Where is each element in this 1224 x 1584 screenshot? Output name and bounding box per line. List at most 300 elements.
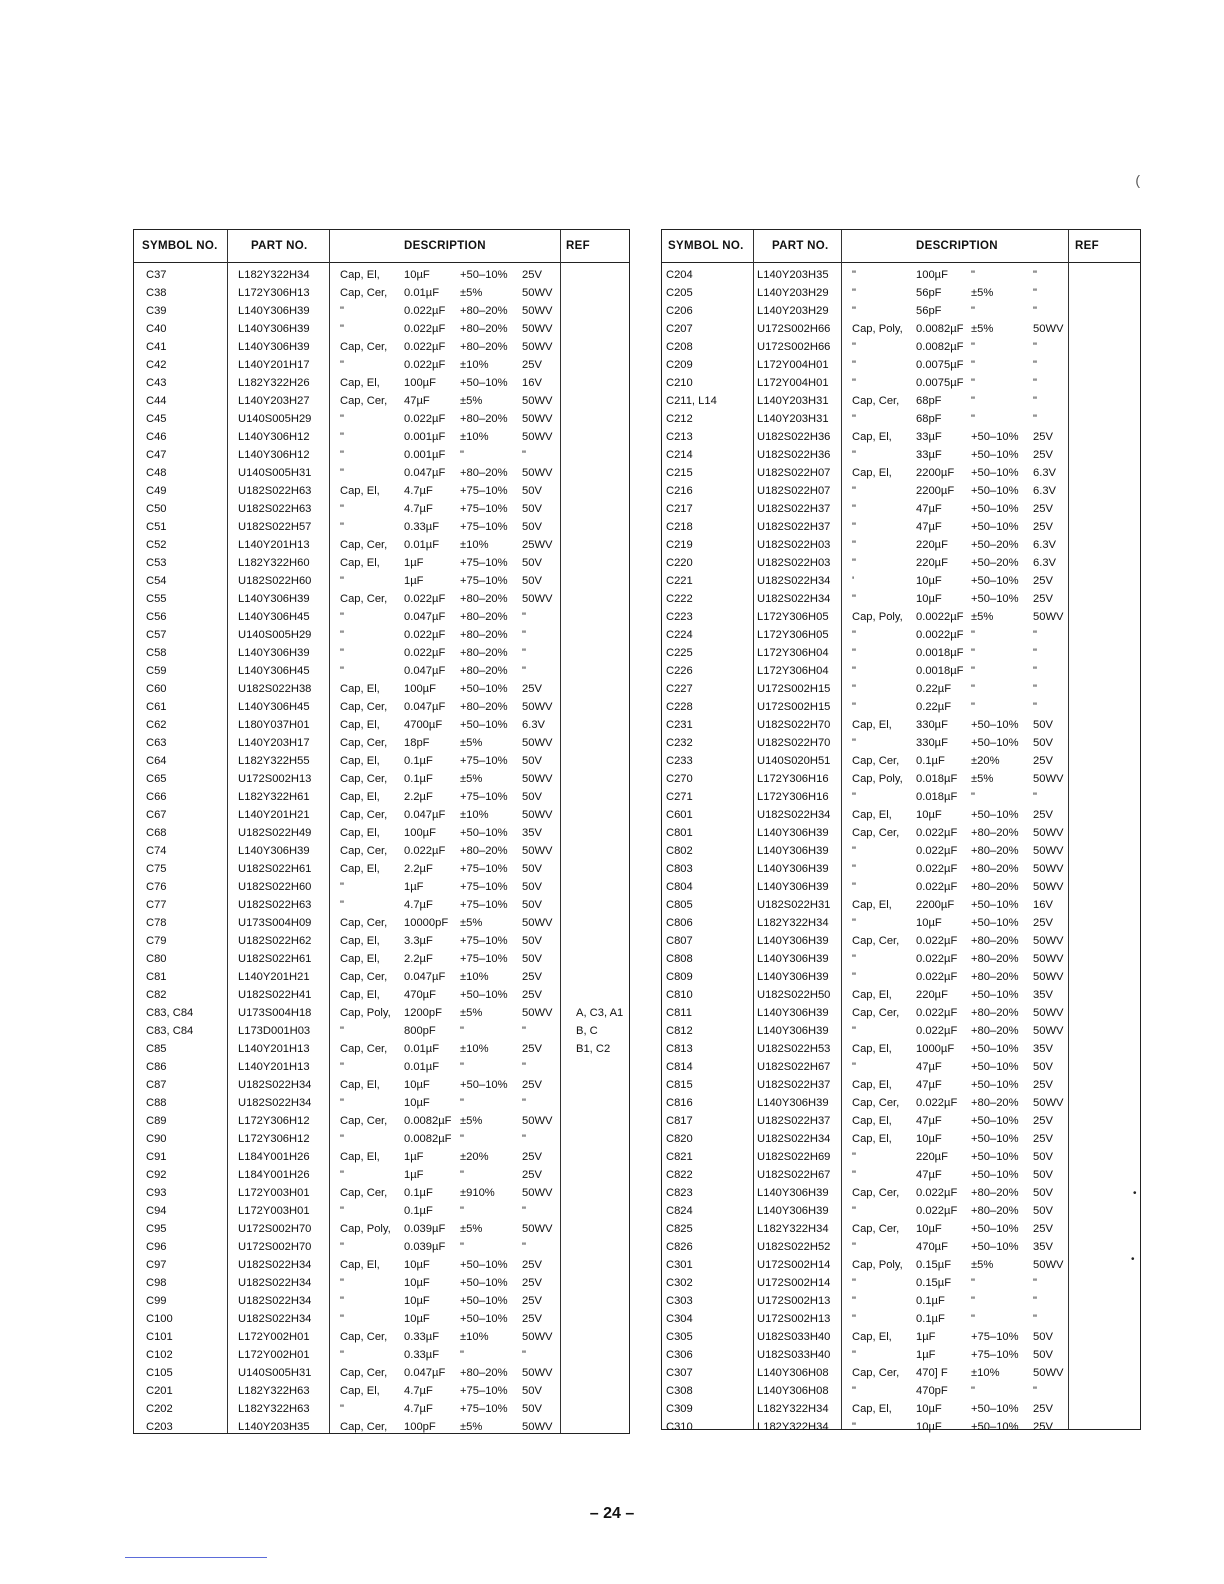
cell-tol: +80–20% — [460, 665, 508, 677]
cell-tol: +80–20% — [971, 1025, 1019, 1037]
cell-sym: C55 — [146, 593, 167, 605]
cell-tol: +50–10% — [460, 989, 508, 1001]
cell-type: " — [340, 1241, 344, 1253]
cell-val: 0.018µF — [916, 791, 958, 803]
cell-sym: C309 — [666, 1403, 693, 1415]
table-row — [134, 464, 629, 482]
cell-sym: C820 — [666, 1133, 693, 1145]
cell-volt: " — [1033, 629, 1037, 641]
cell-tol: +80–20% — [460, 701, 508, 713]
cell-type: Cap, El, — [852, 719, 892, 731]
cell-val: 0.022µF — [404, 413, 446, 425]
cell-part: U182S022H60 — [238, 881, 312, 893]
cell-type: Cap, El, — [340, 755, 380, 767]
cell-sym: C817 — [666, 1115, 693, 1127]
cell-volt: 25V — [1033, 431, 1053, 443]
cell-val: 18pF — [404, 737, 430, 749]
cell-part: U182S022H63 — [238, 503, 312, 515]
cell-tol: +75–10% — [971, 1331, 1019, 1343]
cell-tol: +80–20% — [460, 413, 508, 425]
cell-sym: C60 — [146, 683, 167, 695]
table-row — [134, 986, 629, 1004]
cell-volt: " — [1033, 1277, 1037, 1289]
cell-tol: " — [971, 413, 975, 425]
table-row — [134, 1004, 629, 1022]
cell-tol: +75–10% — [460, 1403, 508, 1415]
cell-part: L182Y322H34 — [238, 269, 310, 281]
cell-tol: " — [460, 1097, 464, 1109]
cell-sym: C601 — [666, 809, 693, 821]
cell-sym: C211, L14 — [666, 395, 717, 407]
cell-type: Cap, Cer, — [340, 1115, 388, 1127]
cell-volt: 50V — [1033, 719, 1053, 731]
cell-sym: C218 — [666, 521, 693, 533]
cell-val: 68pF — [916, 413, 942, 425]
cell-type: Cap, Cer, — [852, 1187, 900, 1199]
cell-tol: +50–10% — [971, 1169, 1019, 1181]
cell-type: Cap, El, — [340, 683, 380, 695]
cell-sym: C102 — [146, 1349, 173, 1361]
table-row — [134, 428, 629, 446]
cell-type: " — [852, 917, 856, 929]
cell-sym: C821 — [666, 1151, 693, 1163]
cell-val: 0.047µF — [404, 467, 446, 479]
cell-part: L140Y203H29 — [757, 287, 829, 299]
table-row — [662, 1220, 1140, 1238]
cell-val: 10µF — [404, 1259, 430, 1271]
cell-sym: C44 — [146, 395, 167, 407]
cell-volt: 6.3V — [1033, 539, 1057, 551]
cell-val: 10µF — [404, 269, 430, 281]
cell-type: " — [852, 503, 856, 515]
cell-volt: " — [1033, 359, 1037, 371]
table-row — [134, 788, 629, 806]
cell-tol: ±5% — [460, 287, 483, 299]
cell-tol: +80–20% — [460, 629, 508, 641]
cell-part: L140Y306H39 — [757, 863, 829, 875]
cell-part: L140Y306H39 — [757, 1205, 829, 1217]
cell-part: U182S022H36 — [757, 449, 831, 461]
cell-part: L172Y306H16 — [757, 773, 829, 785]
cell-tol: +50–10% — [971, 1061, 1019, 1073]
cell-val: 4700µF — [404, 719, 443, 731]
table-row — [134, 1202, 629, 1220]
table-row — [662, 968, 1140, 986]
cell-type: Cap, El, — [852, 1079, 892, 1091]
cell-val: 220µF — [916, 989, 948, 1001]
cell-volt: 50V — [1033, 1187, 1053, 1199]
cell-val: 0.1µF — [916, 1313, 945, 1325]
cell-volt: " — [522, 1205, 526, 1217]
cell-volt: 50WV — [522, 917, 553, 929]
cell-sym: C809 — [666, 971, 693, 983]
cell-tol: ±5% — [460, 737, 483, 749]
cell-part: L140Y201H21 — [238, 971, 310, 983]
table-row — [662, 770, 1140, 788]
cell-part: U182S022H67 — [757, 1061, 831, 1073]
header-symbol: SYMBOL NO. — [668, 240, 744, 252]
cell-part: L140Y306H39 — [238, 593, 310, 605]
cell-type: Cap, Cer, — [340, 1043, 388, 1055]
table-row — [134, 680, 629, 698]
cell-type: ' — [852, 575, 855, 587]
cell-val: 4.7µF — [404, 899, 433, 911]
cell-volt: 50WV — [522, 1367, 553, 1379]
cell-sym: C203 — [146, 1421, 173, 1433]
cell-val: 2200µF — [916, 485, 955, 497]
table-row — [662, 284, 1140, 302]
cell-val: 0.022µF — [404, 629, 446, 641]
cell-part: U140S005H29 — [238, 413, 312, 425]
table-row — [662, 1202, 1140, 1220]
cell-val: 10µF — [404, 1097, 430, 1109]
cell-val: 0.022µF — [404, 341, 446, 353]
cell-tol: " — [971, 341, 975, 353]
cell-part: U182S022H34 — [238, 1295, 312, 1307]
cell-tol: +80–20% — [460, 467, 508, 479]
cell-type: Cap, Cer, — [852, 1097, 900, 1109]
cell-part: L140Y203H17 — [238, 737, 310, 749]
cell-tol: ±5% — [971, 323, 994, 335]
cell-sym: C58 — [146, 647, 167, 659]
table-row — [662, 860, 1140, 878]
table-row — [662, 1274, 1140, 1292]
table-row — [134, 1274, 629, 1292]
cell-val: 1µF — [404, 557, 424, 569]
table-row — [134, 1238, 629, 1256]
cell-part: L182Y322H63 — [238, 1385, 310, 1397]
cell-volt: 35V — [522, 827, 542, 839]
cell-sym: C95 — [146, 1223, 167, 1235]
cell-volt: " — [1033, 647, 1037, 659]
cell-part: U182S022H31 — [757, 899, 831, 911]
cell-type: Cap, El, — [852, 989, 892, 1001]
cell-tol: +50–10% — [971, 899, 1019, 911]
cell-val: 10µF — [916, 917, 942, 929]
cell-sym: C814 — [666, 1061, 693, 1073]
cell-tol: " — [460, 449, 464, 461]
cell-type: " — [340, 521, 344, 533]
cell-volt: 50WV — [522, 287, 553, 299]
cell-tol: +50–10% — [460, 269, 508, 281]
cell-val: 0.1µF — [916, 1295, 945, 1307]
cell-type: " — [852, 1061, 856, 1073]
cell-volt: 50V — [1033, 1331, 1053, 1343]
cell-part: U182S022H37 — [757, 1115, 831, 1127]
cell-volt: 50WV — [1033, 611, 1064, 623]
cell-volt: 6.3V — [1033, 467, 1057, 479]
cell-part: L182Y322H34 — [757, 1403, 829, 1415]
cell-sym: C822 — [666, 1169, 693, 1181]
cell-volt: 25V — [1033, 1403, 1053, 1415]
cell-tol: +80–20% — [971, 863, 1019, 875]
cell-type: Cap, El, — [340, 557, 380, 569]
cell-sym: C91 — [146, 1151, 167, 1163]
cell-val: 0.0018µF — [916, 665, 964, 677]
cell-type: Cap, El, — [340, 1259, 380, 1271]
table-row — [662, 842, 1140, 860]
cell-tol: " — [971, 1385, 975, 1397]
cell-type: Cap, Cer, — [340, 1421, 388, 1433]
cell-tol: ±10% — [460, 431, 489, 443]
cell-type: " — [852, 305, 856, 317]
cell-tol: +50–10% — [460, 1259, 508, 1271]
cell-type: " — [852, 737, 856, 749]
table-row — [134, 734, 629, 752]
cell-val: 220µF — [916, 557, 948, 569]
cell-volt: 25V — [522, 1313, 542, 1325]
cell-sym: C225 — [666, 647, 693, 659]
cell-tol: +50–10% — [460, 827, 508, 839]
table-body — [134, 266, 629, 1436]
cell-part: U182S022H34 — [238, 1259, 312, 1271]
cell-tol: +50–10% — [971, 521, 1019, 533]
cell-val: 10µF — [916, 1421, 942, 1433]
cell-volt: 50WV — [522, 737, 553, 749]
table-row — [134, 1058, 629, 1076]
cell-val: 3.3µF — [404, 935, 433, 947]
cell-volt: 50WV — [522, 593, 553, 605]
cell-type: Cap, El, — [340, 827, 380, 839]
table-row — [662, 356, 1140, 374]
cell-part: U172S002H66 — [757, 323, 831, 335]
cell-tol: ±5% — [460, 1421, 483, 1433]
cell-sym: C85 — [146, 1043, 167, 1055]
cell-tol: ±5% — [460, 1223, 483, 1235]
cell-volt: " — [1033, 1385, 1037, 1397]
cell-sym: C816 — [666, 1097, 693, 1109]
table-row — [662, 788, 1140, 806]
cell-val: 1µF — [916, 1349, 936, 1361]
table-row — [134, 1094, 629, 1112]
cell-val: 0.022µF — [916, 1025, 958, 1037]
cell-volt: 50WV — [1033, 773, 1064, 785]
cell-part: L182Y322H60 — [238, 557, 310, 569]
cell-tol: +80–20% — [971, 1007, 1019, 1019]
cell-val: 0.0022µF — [916, 611, 964, 623]
cell-volt: 50V — [522, 935, 542, 947]
cell-tol: +50–10% — [460, 1277, 508, 1289]
cell-tol: +75–10% — [460, 791, 508, 803]
cell-volt: 25V — [522, 989, 542, 1001]
cell-sym: C105 — [146, 1367, 173, 1379]
cell-tol: +80–20% — [460, 341, 508, 353]
cell-tol: +50–10% — [971, 1115, 1019, 1127]
cell-sym: C310 — [666, 1421, 693, 1433]
cell-type: " — [852, 1295, 856, 1307]
cell-tol: +50–10% — [971, 1223, 1019, 1235]
cell-val: 2.2µF — [404, 791, 433, 803]
cell-part: U172S002H70 — [238, 1223, 312, 1235]
cell-val: 1µF — [916, 1331, 936, 1343]
cell-volt: 25V — [1033, 521, 1053, 533]
cell-val: 0.1µF — [404, 755, 433, 767]
cell-part: L172Y002H01 — [238, 1331, 310, 1343]
table-row — [662, 1292, 1140, 1310]
cell-part: U172S002H70 — [238, 1241, 312, 1253]
cell-tol: +50–10% — [460, 683, 508, 695]
cell-type: " — [852, 593, 856, 605]
cell-part: L172Y306H16 — [757, 791, 829, 803]
cell-part: L140Y306H45 — [238, 701, 310, 713]
cell-sym: C206 — [666, 305, 693, 317]
cell-tol: ±10% — [460, 359, 489, 371]
cell-val: 1µF — [404, 1169, 424, 1181]
cell-volt: " — [1033, 1313, 1037, 1325]
cell-type: " — [852, 269, 856, 281]
cell-sym: C270 — [666, 773, 693, 785]
cell-sym: C101 — [146, 1331, 173, 1343]
cell-sym: C826 — [666, 1241, 693, 1253]
cell-val: 0.022µF — [404, 359, 446, 371]
cell-volt: 25V — [522, 1169, 542, 1181]
cell-sym: C99 — [146, 1295, 167, 1307]
cell-part: L140Y203H35 — [757, 269, 829, 281]
cell-type: " — [852, 1151, 856, 1163]
cell-type: " — [340, 647, 344, 659]
cell-part: L140Y203H31 — [757, 395, 829, 407]
cell-tol: +80–20% — [971, 1187, 1019, 1199]
cell-sym: C308 — [666, 1385, 693, 1397]
cell-part: U182S022H61 — [238, 863, 312, 875]
cell-part: U182S022H07 — [757, 467, 831, 479]
cell-type: " — [852, 953, 856, 965]
cell-sym: C65 — [146, 773, 167, 785]
cell-val: 1200pF — [404, 1007, 442, 1019]
table-row — [134, 500, 629, 518]
table-row — [134, 1382, 629, 1400]
cell-type: Cap, Cer, — [340, 287, 388, 299]
cell-volt: " — [1033, 395, 1037, 407]
cell-volt: 25V — [522, 1151, 542, 1163]
cell-volt: 50V — [1033, 1349, 1053, 1361]
cell-type: Cap, Poly, — [340, 1223, 391, 1235]
cell-type: Cap, El, — [852, 899, 892, 911]
cell-tol: ±5% — [460, 395, 483, 407]
cell-volt: " — [522, 1133, 526, 1145]
cell-ref: B, C — [576, 1025, 598, 1037]
cell-val: 800pF — [404, 1025, 436, 1037]
table-row — [662, 1418, 1140, 1436]
cell-val: 4.7µF — [404, 1403, 433, 1415]
cell-sym: C42 — [146, 359, 167, 371]
cell-tol: " — [971, 305, 975, 317]
cell-type: " — [340, 665, 344, 677]
cell-val: 0.047µF — [404, 701, 446, 713]
cell-part: U182S022H03 — [757, 557, 831, 569]
cell-tol: +75–10% — [460, 503, 508, 515]
cell-tol: +80–20% — [971, 845, 1019, 857]
cell-type: Cap, Cer, — [340, 701, 388, 713]
cell-val: 0.039µF — [404, 1241, 446, 1253]
table-row — [662, 518, 1140, 536]
cell-val: 10µF — [916, 575, 942, 587]
cell-type: " — [852, 287, 856, 299]
cell-volt: 25V — [1033, 1115, 1053, 1127]
table-row — [134, 302, 629, 320]
cell-sym: C50 — [146, 503, 167, 515]
cell-tol: +50–10% — [971, 449, 1019, 461]
footer-rule — [125, 1557, 267, 1558]
table-row — [662, 950, 1140, 968]
cell-sym: C90 — [146, 1133, 167, 1145]
table-row — [662, 1040, 1140, 1058]
cell-val: 0.022µF — [916, 1007, 958, 1019]
cell-volt: " — [1033, 305, 1037, 317]
cell-sym: C811 — [666, 1007, 692, 1019]
cell-part: L140Y203H29 — [757, 305, 829, 317]
cell-tol: +80–20% — [460, 305, 508, 317]
cell-volt: 25V — [1033, 575, 1053, 587]
cell-volt: 50V — [522, 755, 542, 767]
cell-type: Cap, Cer, — [852, 395, 900, 407]
header-description: DESCRIPTION — [916, 240, 998, 252]
table-row — [134, 1184, 629, 1202]
cell-volt: 6.3V — [1033, 557, 1057, 569]
cell-type: Cap, Poly, — [852, 773, 903, 785]
cell-type: Cap, Cer, — [340, 1367, 388, 1379]
table-row — [134, 878, 629, 896]
cell-val: 100µF — [404, 683, 436, 695]
cell-part: L140Y306H39 — [238, 323, 310, 335]
table-row — [662, 482, 1140, 500]
table-row — [662, 554, 1140, 572]
cell-type: " — [340, 1169, 344, 1181]
cell-type: " — [852, 539, 856, 551]
cell-val: 0.047µF — [404, 611, 446, 623]
cell-tol: " — [971, 1277, 975, 1289]
cell-volt: 50V — [522, 1403, 542, 1415]
table-row — [662, 1094, 1140, 1112]
cell-sym: C40 — [146, 323, 167, 335]
cell-sym: C812 — [666, 1025, 693, 1037]
cell-sym: C51 — [146, 521, 167, 533]
cell-type: " — [852, 701, 856, 713]
cell-sym: C59 — [146, 665, 167, 677]
cell-sym: C813 — [666, 1043, 693, 1055]
cell-type: Cap, Cer, — [340, 773, 388, 785]
cell-sym: C94 — [146, 1205, 167, 1217]
cell-type: Cap, El, — [340, 1079, 380, 1091]
table-row — [662, 266, 1140, 284]
cell-part: U182S022H37 — [757, 1079, 831, 1091]
cell-val: 100µF — [916, 269, 948, 281]
cell-part: L172Y306H12 — [238, 1115, 310, 1127]
cell-sym: C824 — [666, 1205, 693, 1217]
header-ref: REF — [566, 240, 590, 252]
cell-part: L140Y306H39 — [238, 341, 310, 353]
cell-val: 0.022µF — [916, 953, 958, 965]
cell-val: 0.0022µF — [916, 629, 964, 641]
cell-sym: C810 — [666, 989, 693, 1001]
cell-part: U182S022H70 — [757, 737, 831, 749]
cell-part: L172Y306H04 — [757, 647, 829, 659]
cell-volt: 50WV — [522, 431, 553, 443]
cell-part: L140Y306H39 — [238, 647, 310, 659]
cell-type: " — [340, 1277, 344, 1289]
cell-part: L140Y306H45 — [238, 611, 310, 623]
cell-tol: +80–20% — [460, 1367, 508, 1379]
cell-tol: +75–10% — [460, 755, 508, 767]
cell-tol: ±5% — [971, 287, 994, 299]
cell-sym: C802 — [666, 845, 693, 857]
cell-volt: 6.3V — [1033, 485, 1057, 497]
cell-part: L140Y201H13 — [238, 539, 310, 551]
cell-tol: ±5% — [460, 1115, 483, 1127]
cell-val: 10µF — [404, 1295, 430, 1307]
cell-tol: " — [971, 647, 975, 659]
cell-val: 100µF — [404, 377, 436, 389]
